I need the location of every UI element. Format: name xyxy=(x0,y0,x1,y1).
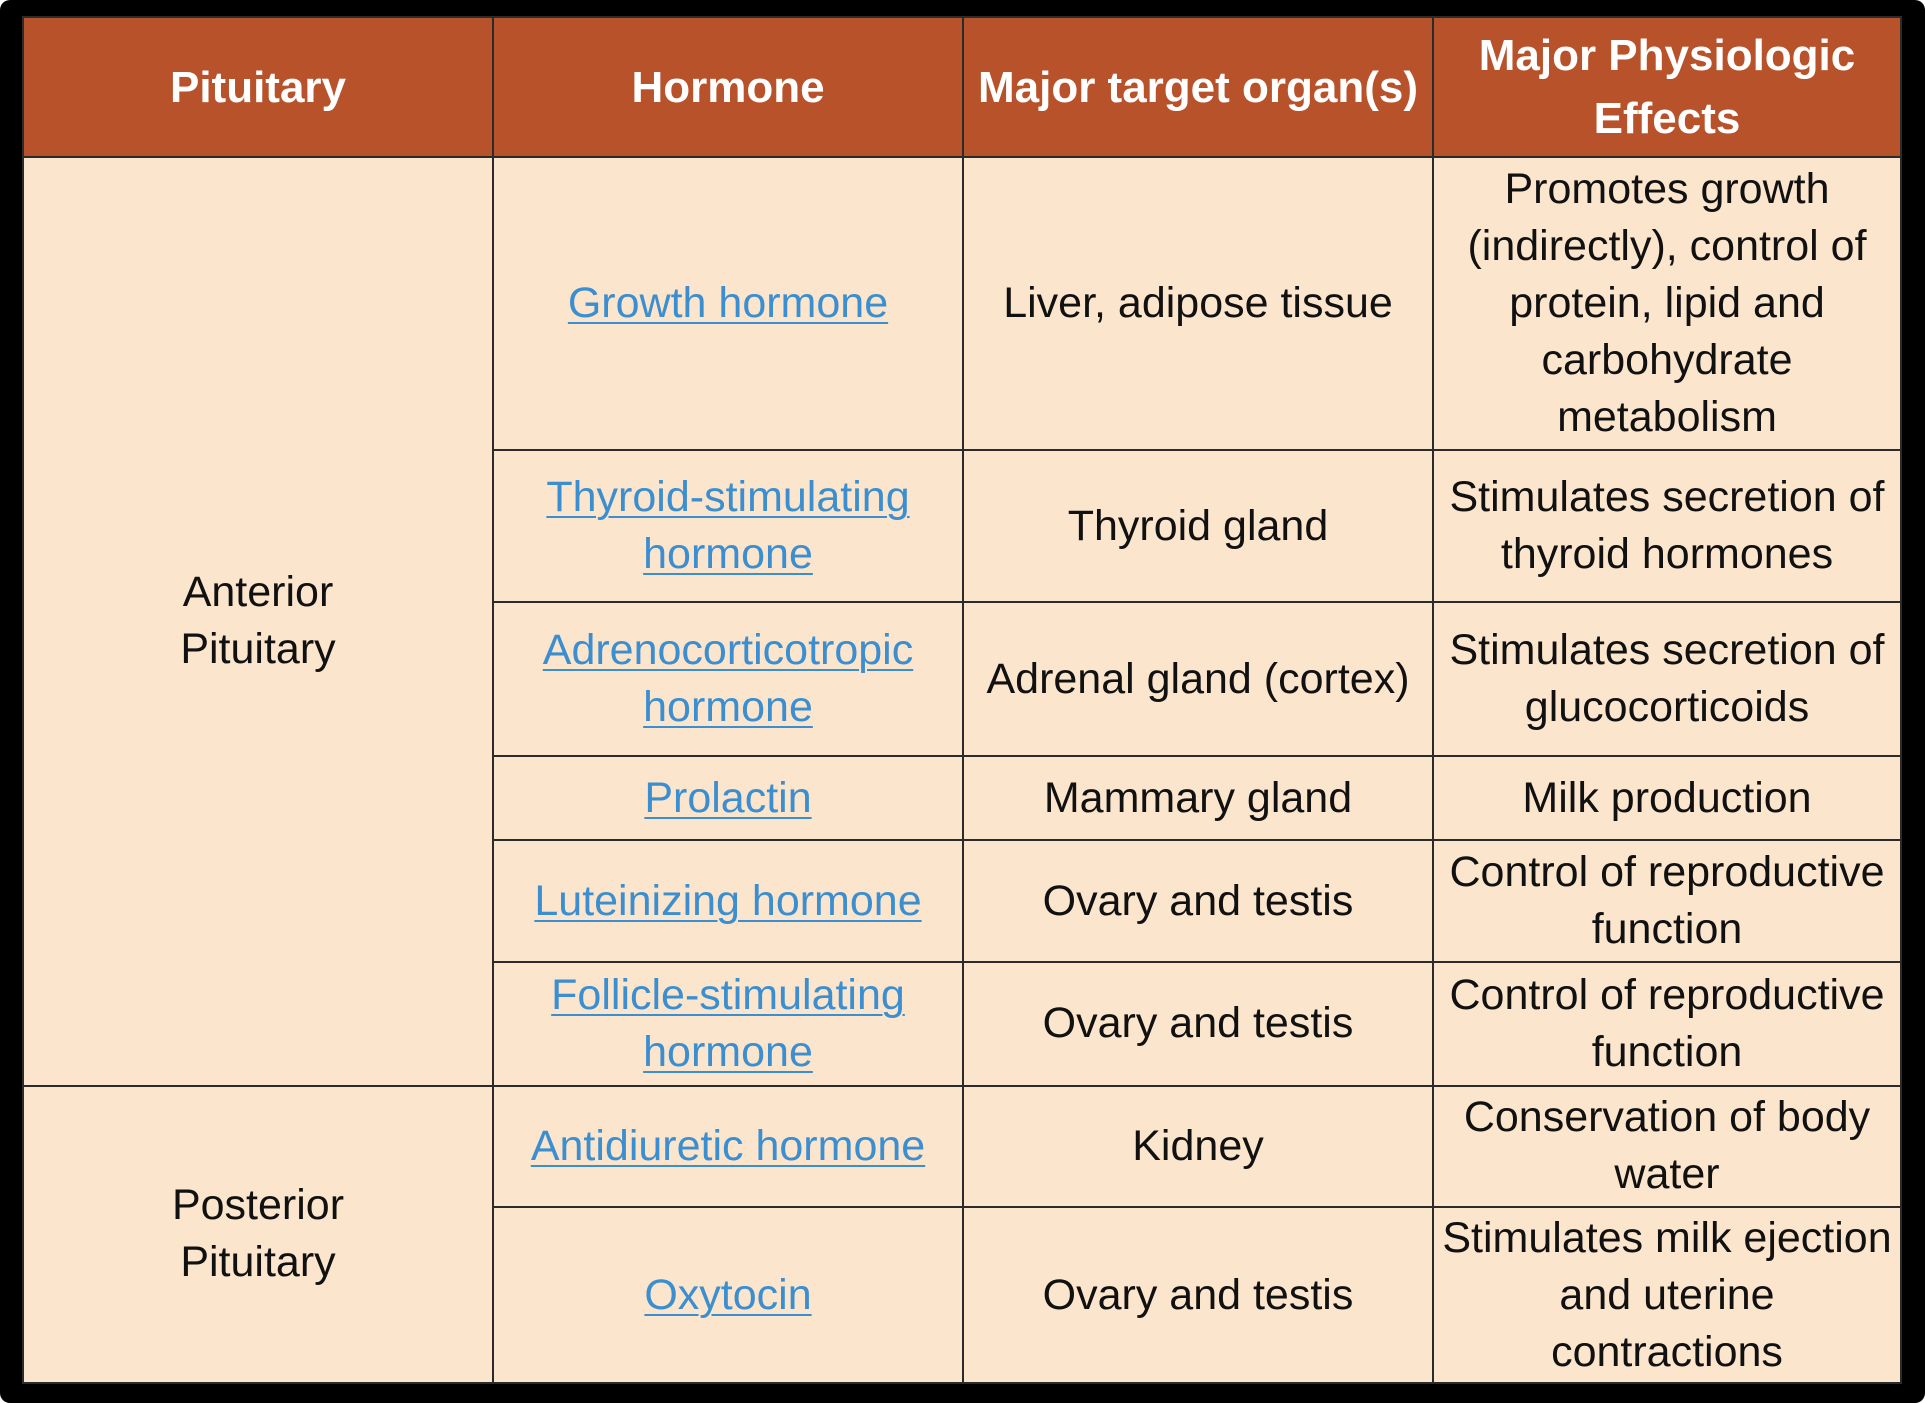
hormone-link[interactable]: Prolactin xyxy=(644,773,812,822)
target-cell: Ovary and testis xyxy=(963,840,1433,962)
hormone-cell xyxy=(493,1086,963,1208)
target-cell: Kidney xyxy=(963,1086,1433,1208)
effect-cell: Promotes growth (indirectly), control of protein, lipid and carbohydrate metabolism xyxy=(1433,157,1901,450)
hormone-link[interactable]: Oxytocin xyxy=(644,1270,812,1319)
header-row xyxy=(23,17,1901,157)
target-cell: Adrenal gland (cortex) xyxy=(963,602,1433,756)
header-target-organs: Major target organ(s) xyxy=(963,17,1433,157)
hormone-cell xyxy=(493,157,963,450)
target-cell: Liver, adipose tissue xyxy=(963,157,1433,450)
effect-cell: Control of reproductive function xyxy=(1433,962,1901,1086)
table-row xyxy=(23,1086,1901,1208)
hormone-cell xyxy=(493,602,963,756)
effect-cell: Control of reproductive function xyxy=(1433,840,1901,962)
effect-cell: Stimulates secretion of thyroid hormones xyxy=(1433,450,1901,602)
effect-cell: Conservation of body water xyxy=(1433,1086,1901,1208)
target-cell: Mammary gland xyxy=(963,756,1433,840)
hormone-link[interactable]: Antidiuretic hormone xyxy=(530,1121,926,1170)
hormone-cell xyxy=(493,962,963,1086)
target-cell: Ovary and testis xyxy=(963,1207,1433,1383)
effect-cell: Milk production xyxy=(1433,756,1901,840)
target-cell: Thyroid gland xyxy=(963,450,1433,602)
table-row xyxy=(23,157,1901,450)
pituitary-hormones-table xyxy=(22,16,1902,1384)
group-posterior-pituitary: Posterior Pituitary xyxy=(23,1086,493,1384)
hormone-link[interactable]: Follicle-stimulating hormone xyxy=(551,970,905,1076)
hormone-cell xyxy=(493,450,963,602)
hormone-link[interactable]: Adrenocorticotropic hormone xyxy=(542,626,914,732)
effect-cell: Stimulates milk ejection and uterine contractions xyxy=(1433,1207,1901,1383)
hormone-cell xyxy=(493,840,963,962)
effect-cell: Stimulates secretion of glucocorticoids xyxy=(1433,602,1901,756)
group-anterior-pituitary: Anterior Pituitary xyxy=(23,157,493,1086)
hormone-cell xyxy=(493,756,963,840)
hormone-link[interactable]: Growth hormone xyxy=(567,279,889,328)
header-physiologic-effects: Major Physiologic Effects xyxy=(1433,17,1901,157)
header-hormone: Hormone xyxy=(493,17,963,157)
target-cell: Ovary and testis xyxy=(963,962,1433,1086)
hormone-cell xyxy=(493,1207,963,1383)
header-pituitary: Pituitary xyxy=(23,17,493,157)
hormone-link[interactable]: Thyroid-stimulating hormone xyxy=(546,473,910,579)
hormone-link[interactable]: Luteinizing hormone xyxy=(534,876,922,925)
